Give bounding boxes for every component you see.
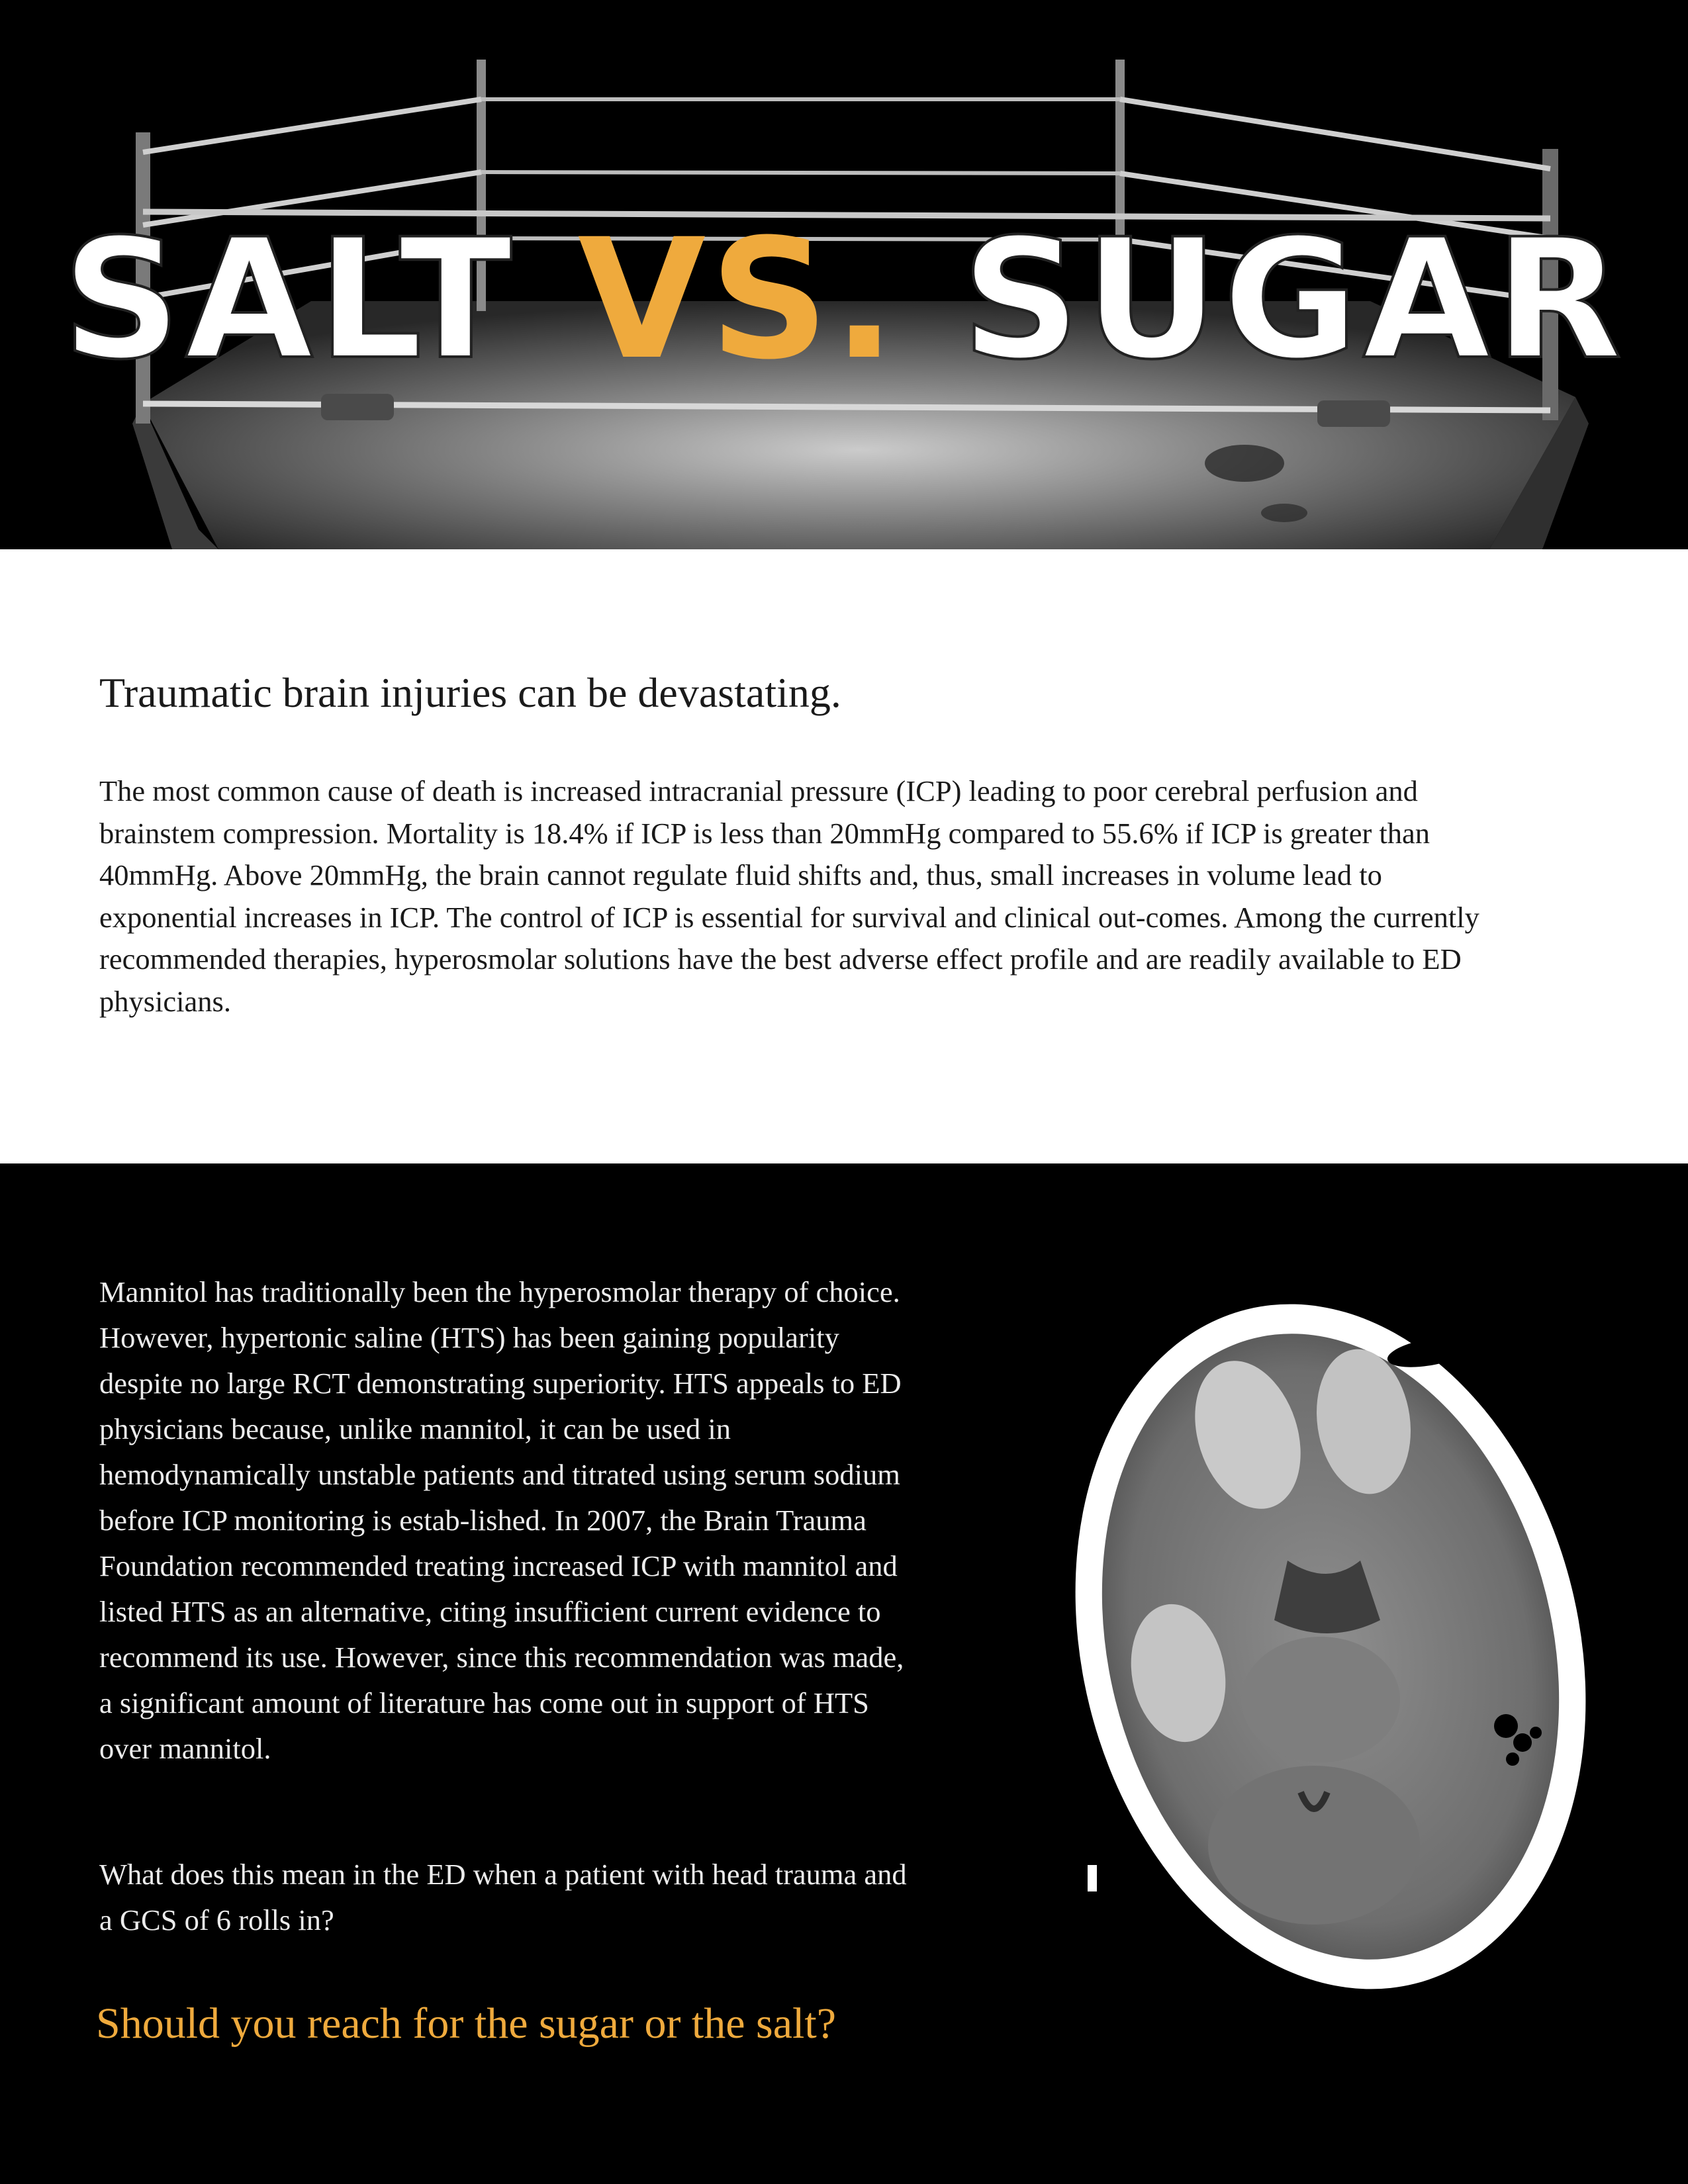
title-salt: SALT — [62, 203, 516, 396]
brain-ct-image — [1049, 1276, 1612, 2024]
intro-paragraph: The most common cause of death is increased intracranial pressure (ICP) leading to poor cerebral perfusion and brainstem compression. Mortality is 18.4% if ICP is less than 20mmHg compared to 55.6% if ICP is greater than 40mmHg. Above 20mmHg, the brain cannot regulate fluid shifts and, thus, small increases in volume lead to exponential increases in ICP. The control of ICP is essential for survival and clinical out-comes. Among the currently recommended therapies, hyperosmolar solutions have the best adverse effect profile and are readily available to ED physicians. — [99, 774, 1479, 1018]
title-sugar: SUGAR — [961, 203, 1626, 396]
intro-section — [0, 549, 1688, 1163]
main-paragraph: Mannitol has traditionally been the hyperosmolar therapy of choice. However, hypertonic saline (HTS) has been gaining popularity despite no large RCT demonstrating superiority. HTS appeals to ED physicians because, unlike mannitol, it can be used in hemodynamically unstable patients and titrated using serum sodium before ICP monitoring is estab-lished. In 2007, the Brain Trauma Foundation recommended treating increased ICP with mannitol and listed HTS as an alternative, citing insufficient current evidence to recommend its use. However, since this recommendation was made, a significant amount of literature has come out in support of HTS over mannitol. — [99, 1275, 904, 1765]
intro-heading: Traumatic brain injuries can be devastating. — [99, 669, 841, 716]
callout-heading: Should you reach for the sugar or the salt? — [96, 1999, 837, 2048]
banner-title — [0, 203, 1688, 396]
title-vs: VS. — [577, 203, 900, 396]
question-paragraph: What does this mean in the ED when a patient with head trauma and a GCS of 6 rolls in? — [99, 1858, 907, 1936]
hero-banner — [0, 0, 1688, 549]
main-section — [0, 1163, 1688, 2184]
